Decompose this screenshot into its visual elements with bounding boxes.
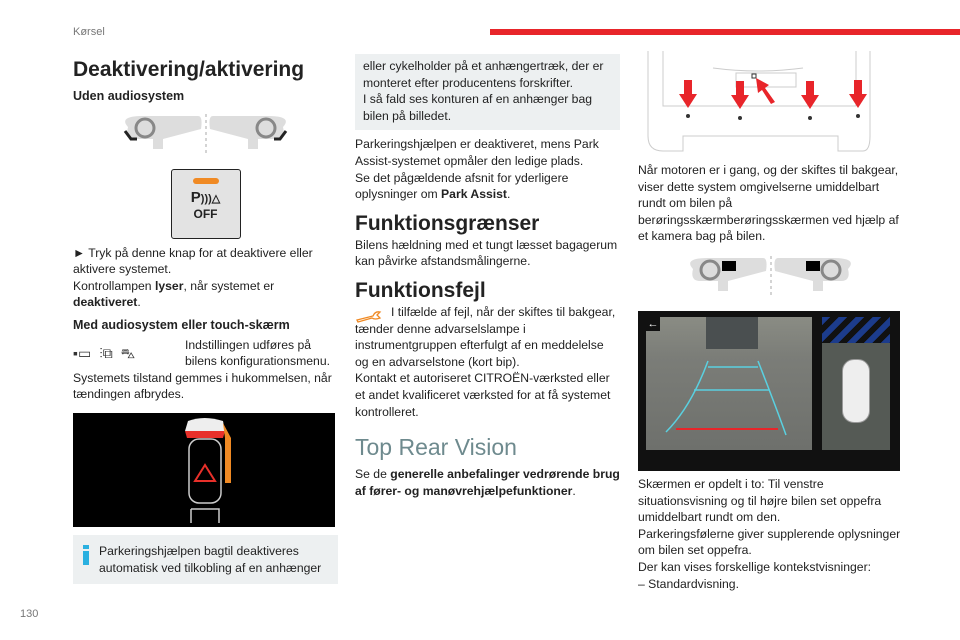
- menu-row: [73, 337, 338, 370]
- park-sensor-off-button[interactable]: [171, 169, 241, 239]
- page-number: 130: [20, 608, 39, 620]
- info-icon: [83, 545, 89, 576]
- menu-text: Indstillingen udføres på bilens konfigurationsmenu.: [185, 337, 330, 369]
- camera-screen-image: [638, 311, 900, 471]
- park-assist-text: Parkeringshjælpen er deaktiveret, mens Park Assist-systemet opmåler den ledige plads.: [355, 137, 599, 168]
- top-view: [822, 317, 890, 450]
- memory-text: Systemets tilstand gemmes i hukommelsen, når tændingen afbrydes.: [73, 370, 332, 402]
- note-text-1: eller cykelholder på et anhængertræk, der er monteret efter producentens forskrifter.: [363, 59, 604, 90]
- middle-column: [355, 54, 620, 499]
- steering-position-diagram: [73, 111, 338, 163]
- sensors-description: Parkeringsfølerne giver supplerende oplysninger om bilen set oppefra.: [638, 526, 901, 558]
- subheading-no-audio: Uden audiosystem: [73, 89, 185, 103]
- faults-block: [355, 304, 620, 370]
- faults-contact-text: Kontakt et autoriseret CITROËN-værksted eller et andet kvalificeret værksted for at få systemet kontrolleret.: [355, 371, 611, 419]
- camera-view: [646, 317, 812, 450]
- note-text-2: I så fald ses konturen af en anhænger bag bilen på billedet.: [363, 92, 593, 123]
- touchscreen-icon: ▪▭: [73, 344, 92, 361]
- heading-limits: Funktionsgrænser: [355, 211, 540, 235]
- lamp-text: Kontrollampen lyser, når systemet er deaktiveret.: [73, 278, 275, 310]
- camera-position-diagram: [638, 253, 903, 303]
- wrench-warning-icon: [355, 310, 383, 324]
- parking-sensor-icon: P)))△: [190, 188, 221, 206]
- see-text: Se det pågældende afsnit for yderligere oplysninger om Park Assist.: [355, 170, 569, 202]
- standard-view-item: – Standardvisning.: [638, 576, 739, 591]
- continued-note: [355, 54, 620, 130]
- right-column: [638, 46, 903, 592]
- views-description: Der kan vises forskellige kontekstvisninger:: [638, 559, 872, 574]
- limits-text: Bilens hældning med et tungt læsset bagagerum kan påvirke afstandsmålingerne.: [355, 237, 618, 269]
- heading-faults: Funktionsfejl: [355, 278, 486, 302]
- car-icon: ⛍: [120, 344, 136, 361]
- faults-text: I tilfælde af fejl, når der skiftes til bakgear, tænder denne advarselslampe i instrumentgruppen efterfulgt af en meddelelse og en advarselstone (kort bip).: [355, 304, 616, 369]
- back-button[interactable]: ←: [647, 317, 659, 330]
- indicator-lamp: [193, 178, 219, 184]
- info-text: Parkeringshjælpen bagtil deaktiveres automatisk ved tilkobling af en anhænger: [99, 543, 322, 575]
- left-column: [73, 57, 338, 584]
- heading-deactivation: Deaktivering/aktivering: [73, 58, 305, 81]
- step-text: ► Tryk på denne knap for at deaktivere eller aktivere systemet.: [73, 245, 313, 277]
- info-note: [73, 535, 338, 584]
- off-label: OFF: [193, 206, 218, 221]
- subheading-with-audio: Med audiosystem eller touch-skærm: [73, 317, 290, 332]
- section-header: Kørsel: [73, 26, 105, 38]
- heading-top-rear-vision: Top Rear Vision: [355, 434, 517, 461]
- settings-icon: ⫶⧉: [99, 344, 113, 361]
- intro-text: Når motoren er i gang, og der skiftes til bakgear, viser dette system omgivelserne umiddelbart rundt om bilen på berøringsskærmberøringsskærmen ved hjælp af et kamera bag på bilen.: [638, 163, 899, 244]
- rear-sensors-diagram: [638, 46, 903, 156]
- recommendations-text: Se de generelle anbefalinger vedrørende brug af fører- og manøvrehjælpefunktioner.: [355, 467, 620, 498]
- header-accent-bar: [490, 29, 960, 35]
- trailer-warning-image: [73, 413, 335, 527]
- menu-icons: [73, 337, 185, 370]
- screen-description: Skærmen er opdelt i to: Til venstre situationsvisning og til højre bilen set oppefra umiddelbart rundt om den.: [638, 476, 882, 525]
- car-top-icon: [842, 359, 870, 423]
